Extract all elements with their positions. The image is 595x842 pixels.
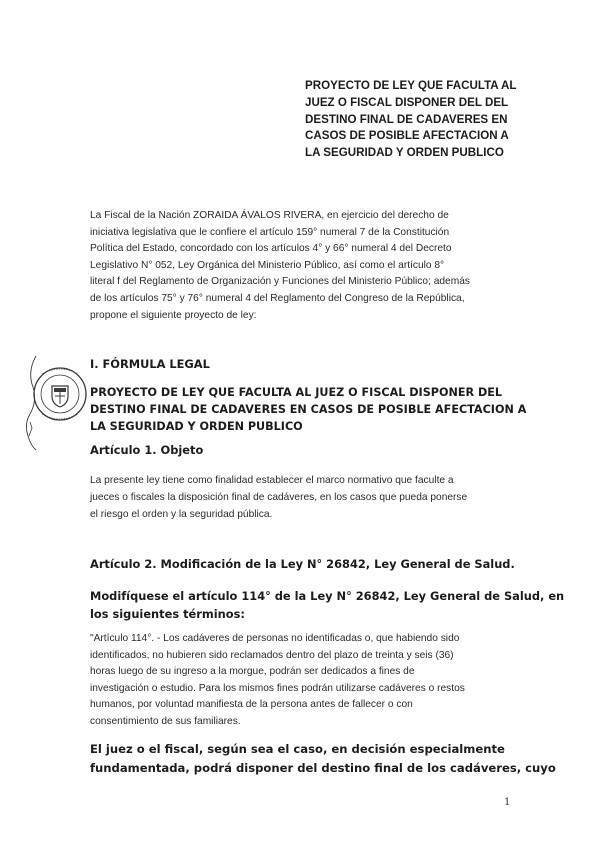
title-line: DESTINO FINAL DE CADAVERES EN — [305, 112, 508, 126]
intro-line: Legislativo N° 052, Ley Orgánica del Ministerio Público, así como el artículo 8° — [90, 259, 445, 271]
intro-line: iniciativa legislativa que le confiere el artículo 159° numeral 7 de la Constitución — [90, 226, 450, 238]
bold-final-paragraph — [90, 740, 556, 778]
official-seal-icon — [18, 352, 94, 452]
intro-line: propone el siguiente proyecto de ley: — [90, 309, 257, 321]
quote-line: "Artículo 114°. - Los cadáveres de personas no identificadas o, que habiendo sido — [90, 633, 460, 644]
final-line: El juez o el fiscal, según sea el caso, en decisión especialmente — [90, 742, 505, 756]
quote-line: horas luego de su ingreso a la morgue, podrán ser dedicados a fines de — [90, 666, 415, 678]
quote-line: consentimiento de sus familiares. — [90, 715, 241, 727]
article-1-body — [90, 472, 520, 524]
article-1-line: jueces o fiscales la disposición final de cadáveres, en los casos que pueda ponerse — [90, 492, 468, 504]
modification-line: los siguientes términos: — [90, 607, 245, 621]
modification-clause — [90, 587, 565, 623]
title-line: PROYECTO DE LEY QUE FACULTA AL — [305, 79, 517, 92]
law-title-line: DESTINO FINAL DE CADAVERES EN CASOS DE POSIBLE AFECTACION A — [90, 403, 527, 416]
article-1-line: el riesgo el orden y la seguridad pública. — [90, 509, 273, 521]
page-number: 1 — [504, 797, 511, 808]
section-heading: I. FÓRMULA LEGAL — [90, 357, 210, 371]
intro-paragraph — [90, 208, 518, 324]
intro-line: de los artículos 75° y 76° numeral 4 del Reglamento del Congreso de la República, — [90, 292, 465, 304]
title-line: CASOS DE POSIBLE AFECTACION A — [305, 129, 509, 143]
modification-line: Modifíquese el artículo 114° de la Ley N° 26842, Ley General de Salud, en — [90, 589, 565, 603]
article-1-heading: Artículo 1. Objeto — [90, 443, 204, 457]
quote-line: identificados, no hubieren sido reclamados dentro del plazo de treinta y seis (36) — [90, 649, 454, 661]
intro-line: Política del Estado, concordado con los artículos 4° y 66° numeral 4 del Decreto — [90, 243, 452, 255]
final-line: fundamentada, podrá disponer del destino final de los cadáveres, cuyo — [90, 761, 556, 775]
article-2-heading: Artículo 2. Modificación de la Ley N° 26842, Ley General de Salud. — [90, 557, 515, 571]
law-title-line: PROYECTO DE LEY QUE FACULTA AL JUEZ O FISCAL DISPONER DEL — [90, 386, 503, 399]
quote-line: investigación o estudio. Para los mismos fines podrán utilizarse cadáveres o restos — [90, 682, 465, 694]
quoted-article-114 — [90, 631, 520, 731]
title-line: JUEZ O FISCAL DISPONER DEL DEL — [305, 95, 509, 109]
intro-line: La Fiscal de la Nación ZORAIDA ÁVALOS RIVERA, en ejercicio del derecho de — [90, 210, 449, 221]
law-title — [90, 384, 527, 435]
document-title — [305, 78, 535, 162]
law-title-line: LA SEGURIDAD Y ORDEN PUBLICO — [90, 420, 303, 433]
title-line: LA SEGURIDAD Y ORDEN PUBLICO — [305, 146, 504, 160]
intro-line: literal f del Reglamento de Organización y Funciones del Ministerio Público; además — [90, 276, 470, 288]
quote-line: humanos, por voluntad manifiesta de la persona antes de fallecer o con — [90, 699, 413, 711]
article-1-line: La presente ley tiene como finalidad establecer el marco normativo que faculte a — [90, 475, 454, 486]
